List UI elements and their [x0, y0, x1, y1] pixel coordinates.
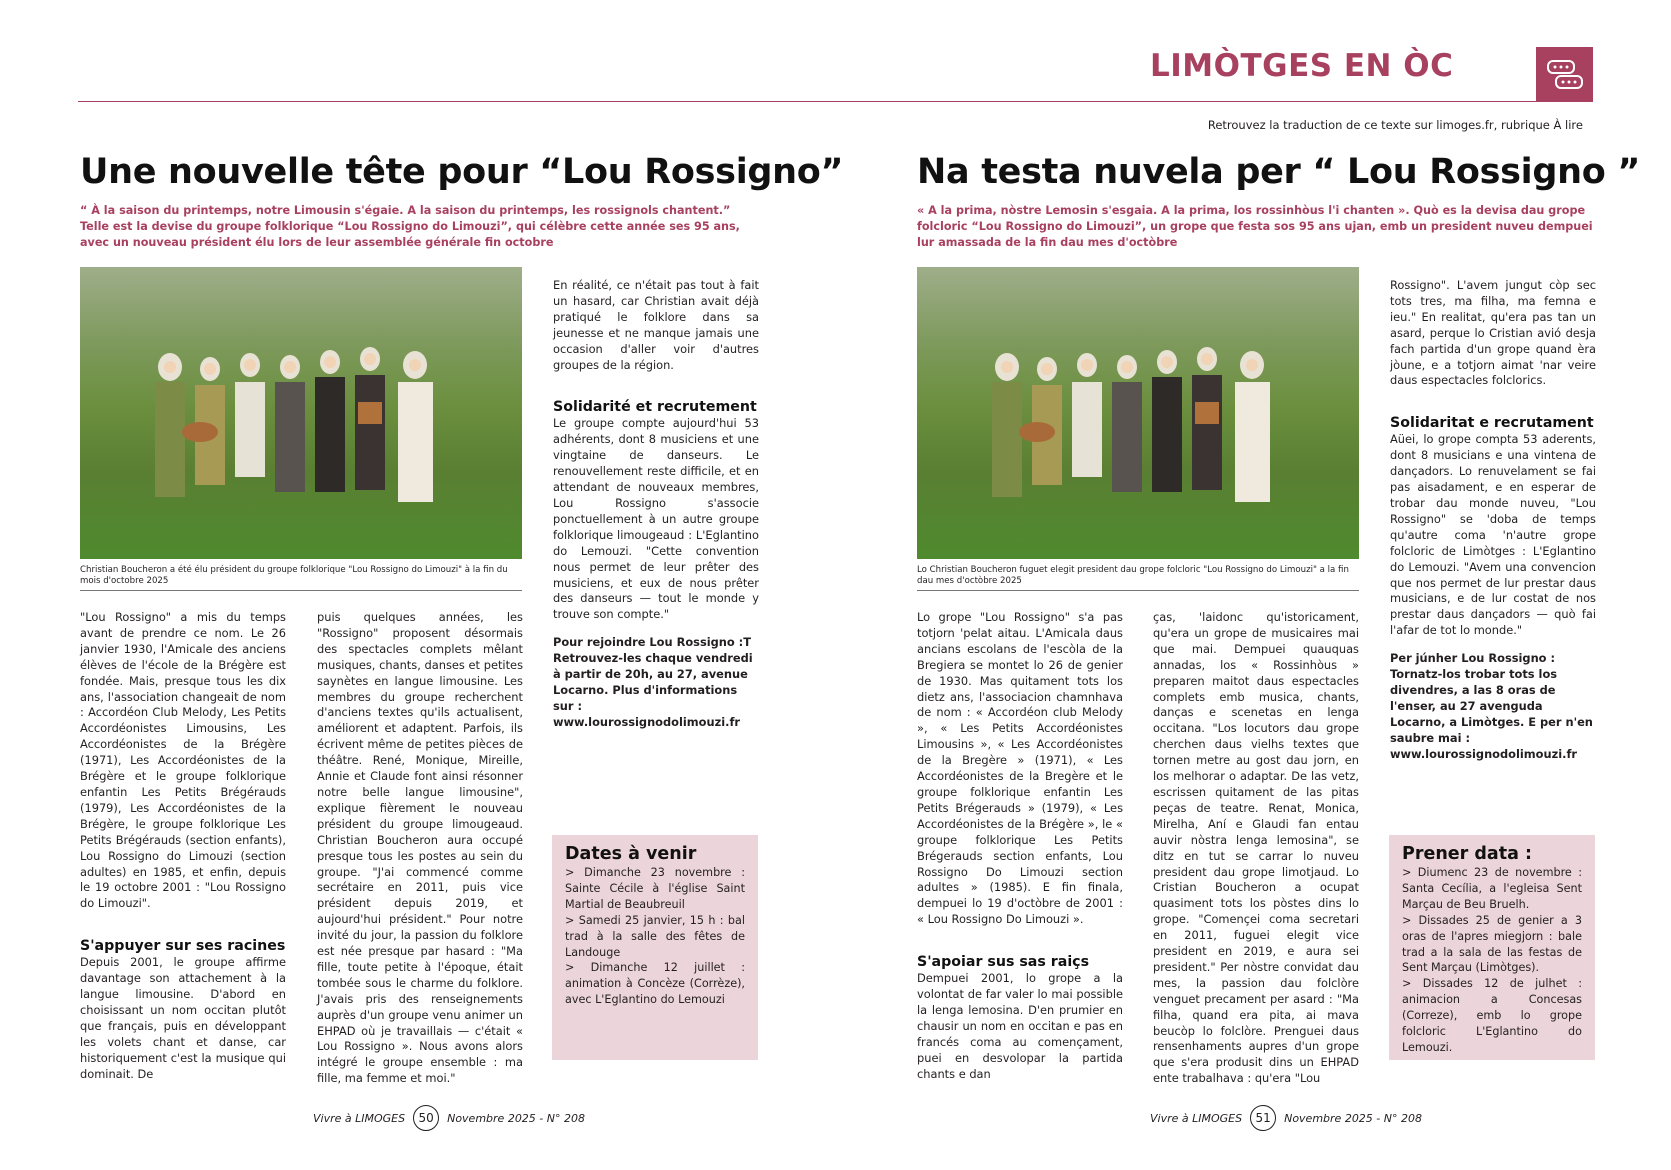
column-2-oc — [1153, 610, 1359, 1087]
box-item: > Samedi 25 janvier, 15 h : bal trad à la salle des fêtes de Landouge — [565, 913, 745, 959]
folio-left — [313, 1105, 585, 1131]
folio-magazine: Vivre à LIMOGES — [313, 1111, 406, 1125]
photo-caption-oc: Lo Christian Boucheron fuguet elegit president dau grope folcloric "Lou Rossigno do Limouzi" a la fin dau mes d'octòbre 2025 — [917, 565, 1349, 586]
lede-fr: “ À la saison du printemps, notre Limousin s'égaie. A la saison du printemps, les rossignols chantent.” Telle est la devise du groupe folklorique “Lou Rossigno do Limouzi”, qui célèbre cette année ses 95 ans, avec un nouveau président élu lors de leur assemblée générale fin octobre — [80, 204, 740, 249]
headline-fr: Une nouvelle tête pour “Lou Rossigno” — [80, 152, 844, 192]
headline-oc: Na testa nuvela per “ Lou Rossigno ” — [917, 152, 1641, 192]
group-photo — [917, 267, 1359, 559]
page-number: 50 — [413, 1105, 439, 1131]
paragraph: puis quelques années, les "Rossigno" proposent désormais des spectacles complets mêlant musiques, chants, danses et petites saynètes en langue limousine. Les membres du groupe recherchent d'anciens textes qu'ils actualisent, améliorent et adaptent. Parfois, ils écrivent même de petites pièces de théâtre. René, Monique, Mireille, Annie et Claude font ainsi résonner notre belle langue limousine", explique fièrement le nouveau président du groupe limougeaud. Christian Boucheron aura occupé presque tous les postes au sein du groupe. "J'ai commencé comme secrétaire en 2011, puis vice président depuis 2019, et aujourd'hui président." Pour notre invité du jour, la passion du folklore est née presque par hasard : "Ma fille, toute petite à l'époque, était tombée sous le charme du folklore. J'avais pris des renseignements auprès d'un groupe venu animer un EHPAD où je travaillais — c'était « Lou Rossigno ». Nous avons alors intégré le groupe ensemble : ma fille, ma femme et moi." — [317, 610, 523, 1086]
box-item: > Dimanche 12 juillet : animation à Concèze (Corrèze), avec L'Eglantino do Lemouzi — [565, 961, 745, 1007]
info-block: Per júnher Lou Rossigno : Tornatz-los trobar tots los divendres, a las 8 oras de l'enser, au 27 avenguda Locarno, a Limòtges. E per n'en saubre mai : www.lourossignodolimouzi.fr — [1390, 651, 1593, 761]
box-title: Prener data : — [1402, 844, 1532, 864]
paragraph: "Lou Rossigno" a mis du temps avant de prendre ce nom. Le 26 janvier 1930, l'Amicale des anciens élèves de l'école de la Brégère est fondée. Mais, presque tous les dix ans, l'association changeait de nom : Accordéon Club Melody, Les Petits Accordéonistes Limousins, Les Accordéonistes de la Brégère (1971), Les Accordéonistes de la Brégère et le groupe folklorique enfantin Les Petits Brégérauds (1979), Les Accordéonistes de la Brégère, le groupe folklorique Les Petits Brégérauds (section enfants), Lou Rossigno do Limouzi (section adultes) en 1985, et enfin, depuis le 19 octobre 2001 : "Lou Rossigno do Limouzi". — [80, 610, 286, 911]
paragraph: ças, 'laidonc qu'istoricament, qu'era un grope de musicaires mai que mai. Dempuei quauquas annadas, los « Rossinhòus » preparen maitot daus espectacles complets emb musica, chants, danças e scenetas en lenga occitana. "Los locutors dau grope cherchen daus vielhs textes que tornen metre au gost dau jorn, en los melhorar o adaptar. De las vetz, escrissen quitament de las pitas peças de teatre. Renat, Monica, Mirelha, Aní e Glaudi fan entau auvir nòstra lenga lemosina", se ditz en tut se carrar lo nuveu president dau grope limotjaud. Lo Cristian Boucheron a ocupat quasiment tots los pòstes dins lo grope. "Començei coma secretari en 2011, fuguei elegit vice president en 2019, e aura sei president." Per nòstre convidat dau mes, la passion dau folclòre venguet precament per asard : "Ma filha, quand era pita, ai mava beucòp lo folclòre. Prenguei daus rensenhaments aupres d'un grope que s'era produsit dins un EHPAD ente trabalhava : qu'era "Lou — [1153, 610, 1359, 1086]
rubric-title: LIMÒTGES EN ÒC — [1150, 48, 1454, 84]
caption-rule — [917, 590, 1359, 591]
paragraph: Dempuei 2001, lo grope a la volontat de far valer lo mai possible la lenga lemosina. D'en prumier en chausir un nom en occitan e pas en francés coma au començament, puei en desvolopar la partida chants e dan — [917, 971, 1123, 1081]
paragraph: Lo grope "Lou Rossigno" s'a pas totjorn 'pelat aitau. L'Amicala daus ancians escolans de l'escòla de la Bregiera se montet lo 26 de genier de 1930. Mas quitament tots los dietz ans, l'associacion chamnhava de nom : « Accordéon club Melody », « Les Petits Accordéonistes Limousins », « Les Accordéonistes de la Bregère » (1971), « Les Accordéonistes de la Bregère et le groupe folklorique enfantin Les Petits Brégerauds » (1979), « Les Accordéonistes de la Brégère », le « groupe folklorique Les Petits Brégerauds section enfants, Lou Rossigno Do Limouzi section adultes » (1985). E fin finala, dempuei lo 19 d'octòbre de 2001 : « Lou Rossigno Do Limouzi ». — [917, 610, 1123, 927]
people-illustration — [140, 337, 460, 507]
paragraph: Depuis 2001, le groupe affirme davantage son attachement à la langue limousine. D'abord en choisissant un nom occitan plutôt que français, puis en développant les volets chant et danse, car historiquement c'est la musique qui dominait. De — [80, 955, 286, 1081]
speech-bubbles-icon — [1536, 47, 1593, 102]
folio-right — [1150, 1105, 1422, 1131]
caption-rule — [80, 590, 522, 591]
lede-oc: « A la prima, nòstre Lemosin s'esgaia. A la prima, los rossinhòus l'i chanten ». Quò es la devisa dau grope folcloric “Lou Rossigno do Limouzi”, un grope que festa sos 95 ans ujan, emb un president nuveu dempuei lur amassada de la fin dau mes d'octòbre — [917, 204, 1593, 249]
page-number: 51 — [1250, 1105, 1276, 1131]
paragraph: Rossigno". L'avem jungut còp sec tots tres, ma filha, ma femna e ieu." En realitat, qu'era pas tan un asard, perque lo Cristian avió desja fach partida d'un grope quand èra jòune, e a totjorn aimat 'nar veire daus espectacles folclorics. — [1390, 278, 1596, 388]
column-1-oc — [917, 610, 1123, 1082]
folio-issue: Novembre 2025 - N° 208 — [1284, 1111, 1422, 1125]
column-3-oc — [1390, 278, 1596, 762]
box-item: > Diumenc 23 de novembre : Santa Cecília, a l'egleisa Sent Marçau de Beu Bruelh. — [1402, 866, 1582, 911]
box-title: Dates à venir — [565, 844, 697, 864]
info-block: Pour rejoindre Lou Rossigno :T Retrouvez-les chaque vendredi à partir de 20h, au 27, avenue Locarno. Plus d'informations sur : www.lourossignodolimouzi.fr — [553, 635, 753, 729]
translation-note: Retrouvez la traduction de ce texte sur limoges.fr, rubrique À lire — [1207, 118, 1583, 132]
dates-box-fr — [552, 835, 758, 1060]
photo-caption-fr: Christian Boucheron a été élu président du groupe folklorique "Lou Rossigno do Limouzi" à la fin du mois d'octobre 2025 — [80, 565, 508, 586]
column-1-fr — [80, 610, 286, 1082]
box-item: > Dimanche 23 novembre : Sainte Cécile à l'église Saint Martial de Beaubreuil — [565, 866, 745, 911]
paragraph: En réalité, ce n'était pas tout à fait un hasard, car Christian avait déjà pratiqué le folklore dans sa jeunesse et ne manque jamais une occasion d'aller voir d'autres groupes de la région. — [553, 278, 759, 372]
paragraph: Aüei, lo grope compta 53 aderents, dont 8 musicians e una vintena de dançadors. Lo renuvelament se fai pas aisadament, e en esperar de trobar dau monde nuveu, "Lou Rossigno" se 'doba de temps qu'autre coma 'n'autre grope folcloric de Limòtges : L'Eglantino do Lemouzi. "Avem una convencion que nos permet de lur prestar daus musicians, e de lur costat de nos prestar daus dançadors — quò fai l'afar de tot lo monde." — [1390, 432, 1596, 638]
column-3-fr — [553, 278, 759, 731]
folio-issue: Novembre 2025 - N° 208 — [447, 1111, 585, 1125]
subhead-racines: S'appuyer sur ses racines — [80, 938, 286, 955]
subhead-solidaritat: Solidaritat e recrutament — [1390, 415, 1594, 432]
subhead-solidarite: Solidarité et recrutement — [553, 399, 757, 416]
header-rule — [78, 101, 1592, 102]
paragraph: Le groupe compte aujourd'hui 53 adhérents, dont 8 musiciens et une vingtaine de danseurs. Le renouvellement reste difficile, et en attendant de nouveaux membres, Lou Rossigno s'associe ponctuellement à un autre groupe folklorique limougeaud : L'Eglantino do Lemouzi. "Cette convention nous permet de leur prêter des musiciens, et eux de nous prêter des danseurs — tout le monde y trouve son compte." — [553, 416, 759, 622]
dates-box-oc — [1389, 835, 1595, 1060]
group-photo — [80, 267, 522, 559]
box-item: > Dissades 25 de genier a 3 oras de l'apres miegjorn : bale trad a la sala de las festas de Sent Marçau (Limòtges). — [1402, 913, 1582, 975]
folio-magazine: Vivre à LIMOGES — [1150, 1111, 1243, 1125]
box-item: > Dissades 12 de julhet : animacion a Concesas (Correze), emb lo grope folcloric L'Eglantino do Lemouzi. — [1402, 977, 1582, 1054]
subhead-raics: S'apoiar sus sas raiçs — [917, 954, 1090, 971]
people-illustration — [977, 337, 1297, 507]
column-2-fr — [317, 610, 523, 1087]
